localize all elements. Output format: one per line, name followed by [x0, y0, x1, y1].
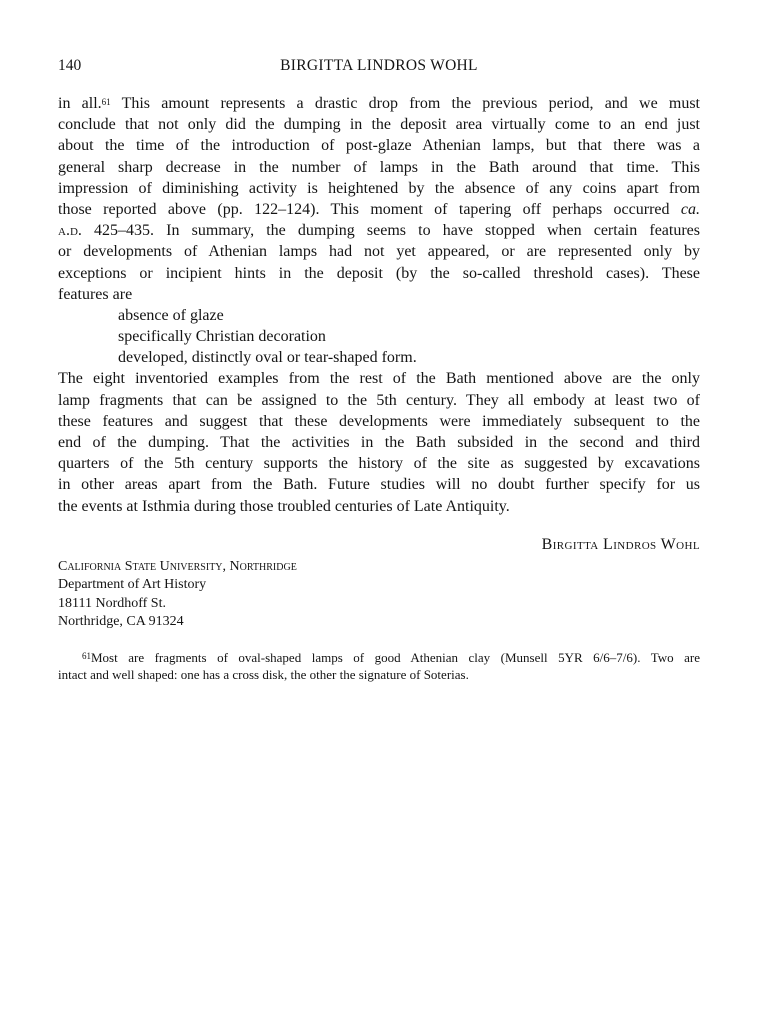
body-line: impression of diminishing activity is heightened by the absence of any coins apart from	[58, 179, 700, 197]
running-head	[58, 57, 700, 79]
author-affiliation	[58, 558, 297, 632]
body-line: about the time of the introduction of post-glaze Athenian lamps, but that there was a	[58, 137, 700, 155]
body-line: a.d. 425–435. In summary, the dumping seems to have stopped when certain features	[58, 222, 700, 240]
body-line: those reported above (pp. 122–124). This moment of tapering off perhaps occurred ca.	[58, 200, 700, 218]
affiliation-department: Department of Art History	[58, 577, 207, 593]
footnote	[58, 649, 700, 683]
body-line: the events at Isthmia during those troubled centuries of Late Antiquity.	[58, 497, 510, 515]
feature-item: absence of glaze	[118, 306, 224, 324]
article-body	[58, 93, 700, 517]
body-line: these features and suggest that these developments were immediately subsequent to the	[58, 412, 700, 430]
body-line: lamp fragments that can be assigned to the 5th century. They all embody at least two of	[58, 391, 700, 409]
author-signature: Birgitta Lindros Wohl	[541, 536, 700, 553]
footnote-line: intact and well shaped: one has a cross disk, the other the signature of Soterias.	[58, 667, 469, 682]
body-line: or developments of Athenian lamps had not yet appeared, or are represented only by	[58, 243, 700, 261]
footnote-number: 61	[82, 651, 91, 661]
affiliation-city: Northridge, CA 91324	[58, 614, 184, 630]
affiliation-street: 18111 Nordhoff St.	[58, 595, 166, 611]
body-line: general sharp decrease in the number of lamps in the Bath around that time. This	[58, 158, 700, 176]
body-line: in other areas apart from the Bath. Future studies will no doubt further specify for us	[58, 476, 700, 494]
footnote-line: $^{61}$Most are fragments of oval-shaped lamps of good Athenian clay (Munsell 5YR 6/6–7/6). Two are	[82, 650, 700, 665]
body-line: features are	[58, 285, 133, 303]
body-line: end of the dumping. That the activities in the Bath subsided in the second and third	[58, 434, 700, 451]
body-line: quarters of the 5th century supports the history of the site as suggested by excavations	[58, 455, 700, 473]
footnote-reference[interactable]: 61	[101, 97, 111, 107]
body-line: conclude that not only did the dumping in the deposit area virtually come to an end just	[58, 116, 700, 134]
feature-item: specifically Christian decoration	[118, 328, 326, 346]
running-title: BIRGITTA LINDROS WOHL	[280, 57, 478, 74]
body-line: exceptions or incipient hints in the deposit (by the so-called threshold cases). These	[58, 264, 700, 282]
feature-item: developed, distinctly oval or tear-shaped form.	[118, 349, 417, 367]
affiliation-university: California State University, Northridge	[58, 559, 297, 574]
page-number: 140	[58, 57, 82, 74]
body-line: in all.$^{61}$ This amount represents a drastic drop from the previous period, and we must	[58, 95, 700, 112]
body-line: The eight inventoried examples from the rest of the Bath mentioned above are the only	[58, 370, 700, 388]
